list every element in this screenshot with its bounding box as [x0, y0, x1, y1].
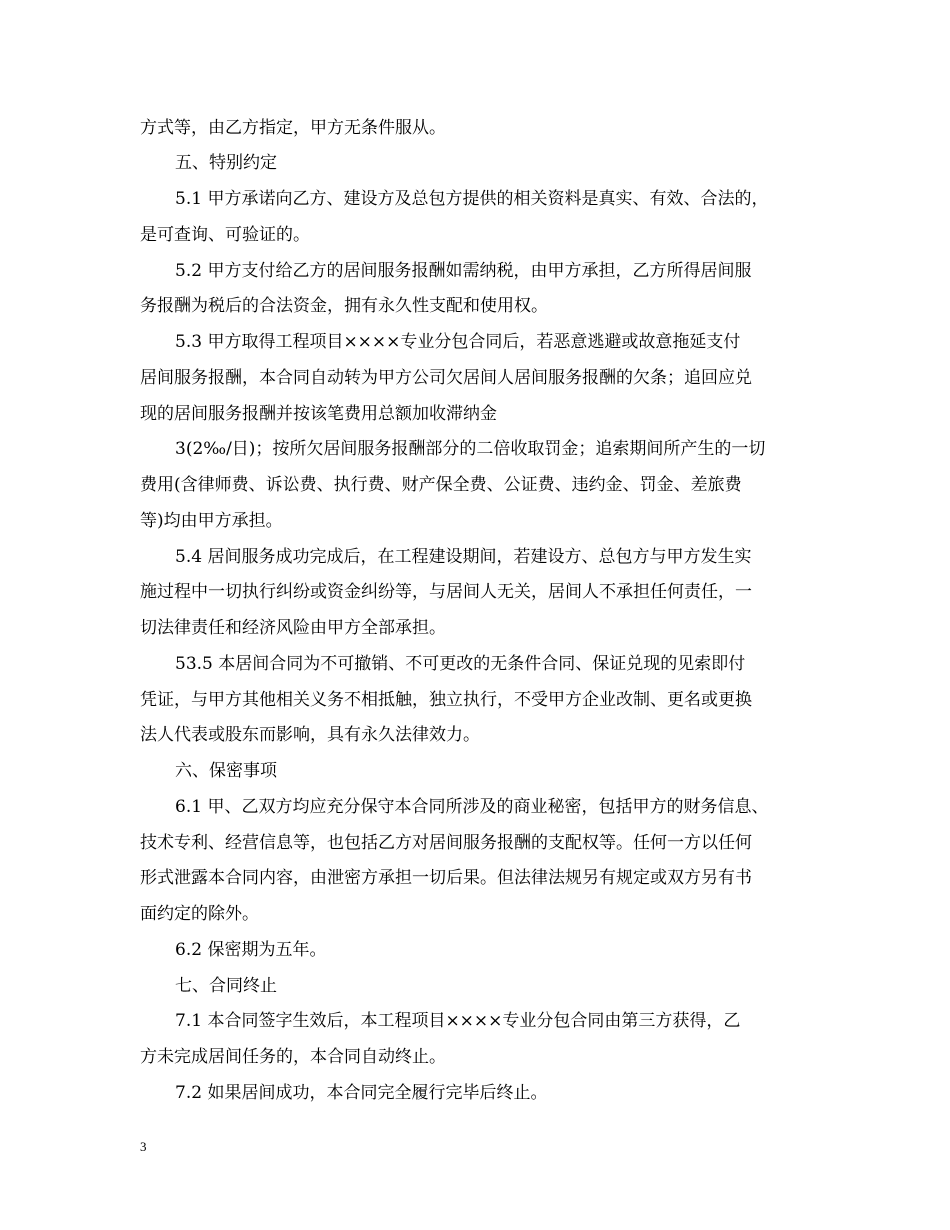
text-line: 现的居间服务报酬并按该笔费用总额加收滞纳金: [140, 404, 497, 424]
text-line: 面约定的除外。: [140, 904, 259, 924]
text-line: 法人代表或股东而影响，具有永久法律效力。: [140, 725, 480, 745]
text-line: 居间服务报酬，本合同自动转为甲方公司欠居间人居间服务报酬的欠条；追回应兑: [140, 368, 752, 388]
section-heading: 七、合同终止: [175, 976, 277, 996]
text-line: 方未完成居间任务的，本合同自动终止。: [140, 1047, 446, 1067]
text-line: 务报酬为税后的合法资金，拥有永久性支配和使用权。: [140, 296, 548, 316]
text-line: 等)均由甲方承担。: [140, 511, 283, 531]
text-line: 5.3 甲方取得工程项目××××专业分包合同后，若恶意逃避或故意拖延支付: [175, 332, 741, 352]
text-line: 施过程中一切执行纠纷或资金纠纷等，与居间人无关，居间人不承担任何责任，一: [140, 582, 752, 602]
text-line: 5.4 居间服务成功完成后，在工程建设期间，若建设方、总包方与甲方发生实: [175, 547, 752, 567]
text-line: 凭证，与甲方其他相关义务不相抵触，独立执行，不受甲方企业改制、更名或更换: [140, 690, 752, 710]
section-heading: 五、特别约定: [175, 153, 277, 173]
text-line: 3(2‰/日)；按所欠居间服务报酬部分的二倍收取罚金；追索期间所产生的一切: [175, 439, 766, 459]
text-line: 7.2 如果居间成功，本合同完全履行完毕后终止。: [175, 1083, 548, 1103]
page-number: 3: [140, 1139, 147, 1154]
text-line: 形式泄露本合同内容，由泄密方承担一切后果。但法律法规另有规定或双方另有书: [140, 868, 752, 888]
text-line: 切法律责任和经济风险由甲方全部承担。: [140, 618, 446, 638]
text-line: 方式等，由乙方指定，甲方无条件服从。: [140, 118, 446, 138]
text-line: 7.1 本合同签字生效后，本工程项目××××专业分包合同由第三方获得，乙: [175, 1011, 741, 1031]
text-line: 5.2 甲方支付给乙方的居间服务报酬如需纳税，由甲方承担，乙方所得居间服: [175, 261, 752, 281]
text-line: 是可查询、可验证的。: [140, 225, 310, 245]
text-line: 6.2 保密期为五年。: [175, 940, 327, 960]
text-line: 费用(含律师费、诉讼费、执行费、财产保全费、公证费、违约金、罚金、差旅费: [140, 475, 742, 495]
text-line: 53.5 本居间合同为不可撤销、不可更改的无条件合同、保证兑现的见索即付: [175, 654, 746, 674]
section-heading: 六、保密事项: [175, 761, 277, 781]
text-line: 5.1 甲方承诺向乙方、建设方及总包方提供的相关资料是真实、有效、合法的，: [175, 189, 769, 209]
text-line: 6.1 甲、乙双方均应充分保守本合同所涉及的商业秘密，包括甲方的财务信息、: [175, 797, 769, 817]
text-line: 技术专利、经营信息等，也包括乙方对居间服务报酬的支配权等。任何一方以任何: [140, 833, 752, 853]
